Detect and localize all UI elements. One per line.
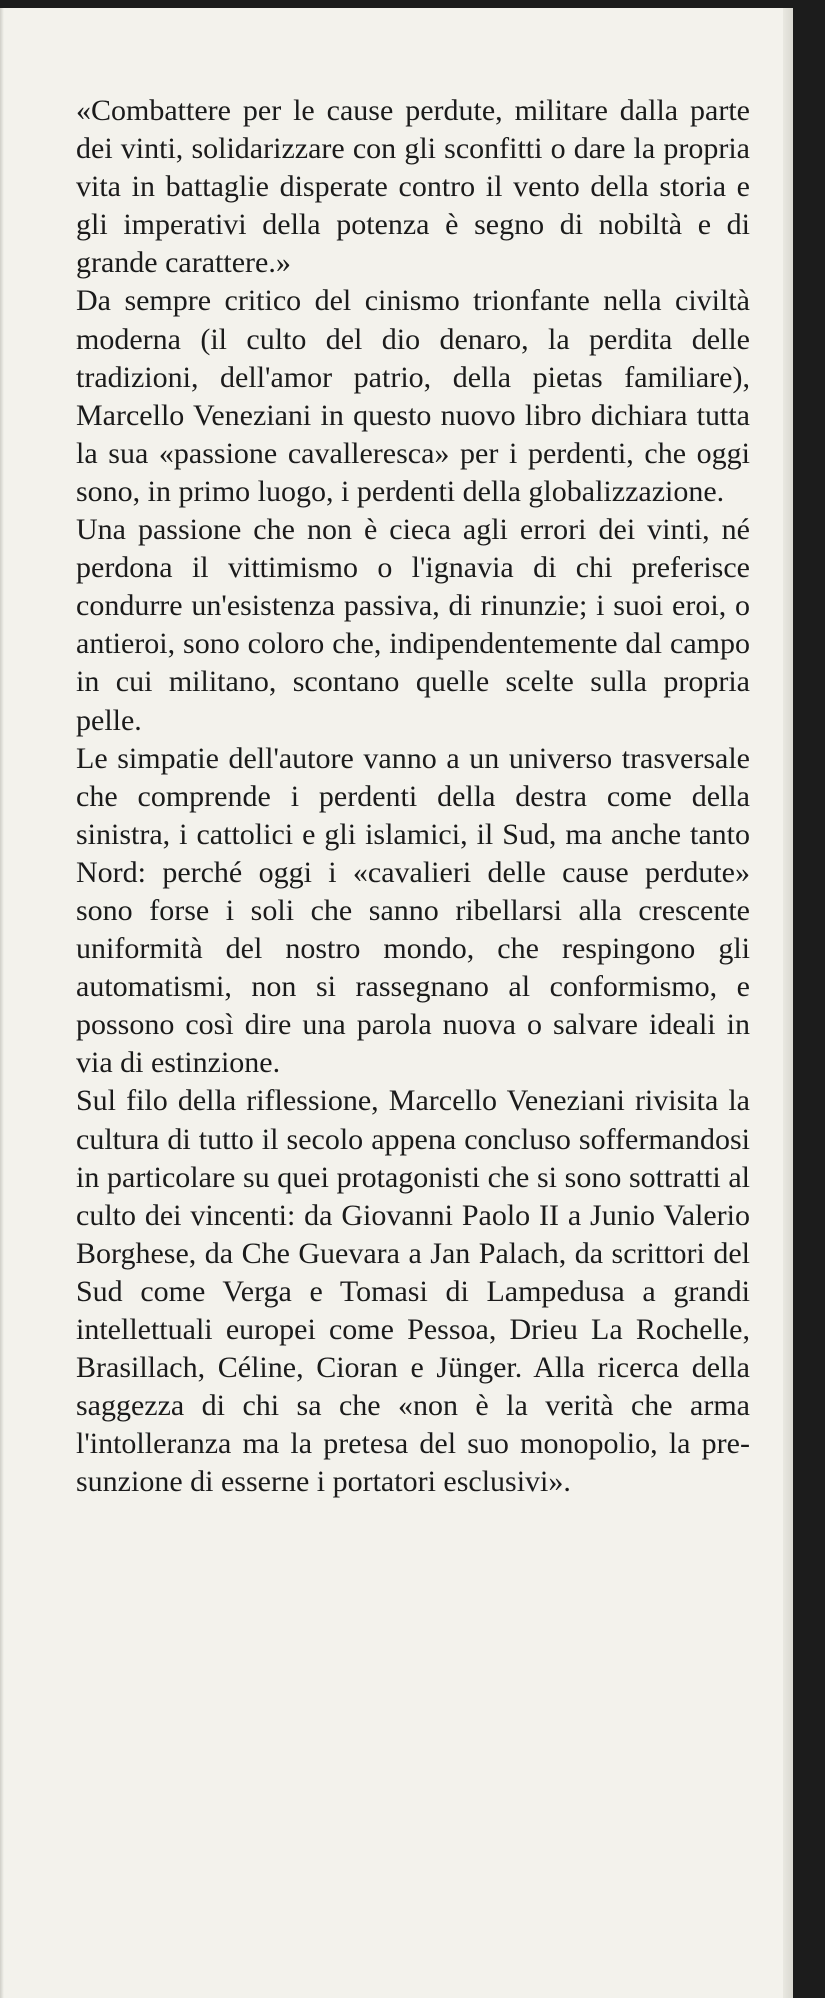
page-left-edge: [0, 8, 4, 1998]
blurb-paragraph-reflection: Sul filo della riflessione, Marcello Veneziani rivisita la cultura di tutto il secolo appena concluso soffermandosi in particolare su quei protagonisti che si sono sottratti al culto dei vincenti: da Giovanni Paolo II a Junio Valerio Borghese, da Che Guevara a Jan Palach, da scrittori del Sud come Verga e Tomasi di Lampedusa a grandi intellettuali europei come Pessoa, Drieu La Rochelle, Brasillach, Céline, Cioran e Jünger. Alla ricerca della saggezza di chi sa che «non è la verità che arma l'intolleranza ma la pretesa del suo monopolio, la presunzione di esserne i portatori esclusivi».: [76, 1084, 750, 1499]
page-right-edge: [783, 8, 793, 1998]
blurb-text: [76, 92, 750, 1501]
blurb-paragraph-passion: Una passione che non è cieca agli errori dei vinti, né perdona il vittimismo o l'ignavia di chi preferisce condurre un'esistenza passiva, di rinunzie; i suoi eroi, o antieroi, sono coloro che, indipendentemente dal campo in cui militano, scontano quelle scelte sulla propria pelle.: [76, 513, 750, 737]
blurb-paragraph-intro: Da sempre critico del cinismo trionfante nella civiltà moderna (il culto del dio denaro, la perdita delle tradizioni, dell'amor patrio, della pietas familiare), Marcello Veneziani in questo nuovo libro dichiara tutta la sua «passione cavalleresca» per i perdenti, che oggi sono, in primo luogo, i perdenti della globalizzazione.: [76, 284, 750, 508]
blurb-paragraph-sympathies: Le simpatie dell'autore vanno a un universo trasversale che comprende i perdenti della destra come della sinistra, i cattolici e gli islamici, il Sud, ma anche tanto Nord: perché oggi i «cavalieri delle cause perdute» sono forse i soli che sanno ribellarsi alla crescente uniformità del nostro mondo, che respingono gli automatismi, non si rassegnano al conformismo, e possono così dire una parola nuova o salvare ideali in via di estinzione.: [76, 741, 750, 1080]
blurb-paragraph-quote: «Combattere per le cause perdute, militare dalla parte dei vinti, solidarizzare con gli sconfitti o dare la propria vita in battaglie disperate contro il vento della storia e gli imperativi della potenza è segno di nobiltà e di grande carattere.»: [76, 94, 750, 280]
